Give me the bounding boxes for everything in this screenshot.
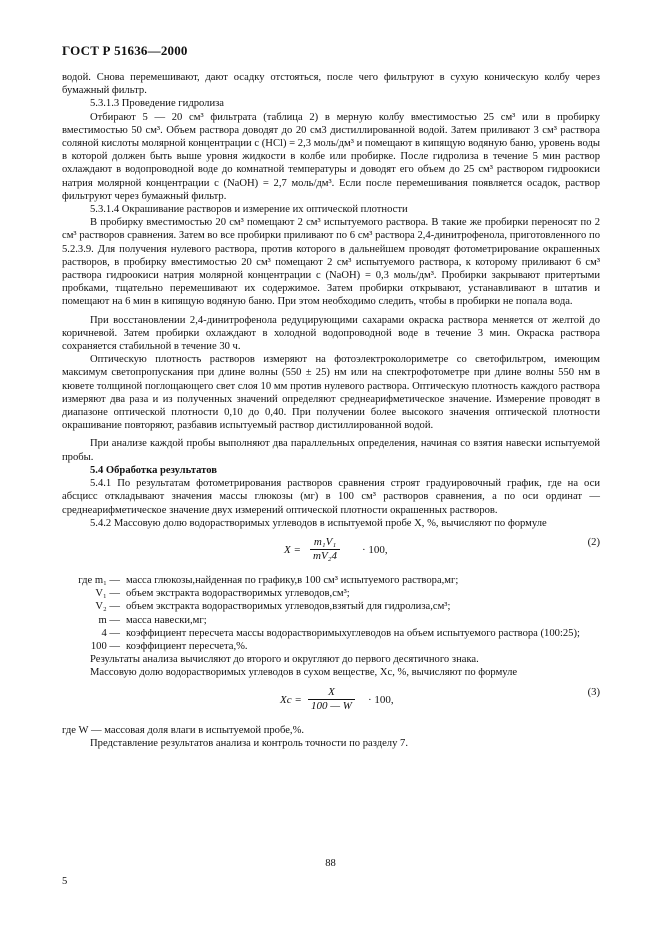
subsection-title-hydrolysis: 5.3.1.3 Проведение гидролиза bbox=[90, 98, 225, 110]
standard-header: ГОСТ Р 51636—2000 bbox=[62, 43, 188, 58]
formula-3-denominator: 100 — W bbox=[311, 699, 352, 712]
document-body bbox=[62, 71, 600, 750]
legend-description: коэффициент пересчета массы водорастворимыхуглеводов на объем испытуемого раствора (100:25); bbox=[126, 627, 580, 639]
formula-3-number: (3) bbox=[587, 686, 600, 698]
subsection-title-coloring: 5.3.1.4 Окрашивание растворов и измерение их оптической плотности bbox=[90, 204, 408, 216]
formula-2-lhs: X = bbox=[284, 543, 301, 556]
legend-symbol: где m₁ — bbox=[78, 574, 120, 586]
legend-symbol: V₂ — bbox=[95, 601, 120, 613]
legend-symbol: V₁ — bbox=[95, 588, 120, 600]
legend-symbol: 4 — bbox=[101, 627, 120, 639]
page-number-left: 5 bbox=[62, 876, 68, 887]
legend-symbol: 100 — bbox=[90, 640, 120, 652]
formula-3-numerator: X bbox=[308, 686, 355, 700]
paragraph-moisture: где W — массовая доля влаги в испытуемой пробе,%. bbox=[62, 724, 305, 736]
paragraph-parallel: При анализе каждой пробы выполняют два параллельных определения, начиная со взятия навески испытуемой пробы. bbox=[62, 438, 600, 463]
legend-description: коэффициент пересчета,%. bbox=[126, 640, 248, 652]
formula-3-lhs: Xc = bbox=[280, 693, 302, 706]
legend-row bbox=[62, 640, 600, 653]
paragraph-calibration: 5.4.1 По результатам фотометрирования растворов сравнения строят градуировочный график, где на оси абсцисс откладывают значения массы глюкозы (мг) в 100 см³ растворов сравнения, а по оси ординат — среднеарифметическое значение двух измерений оптической плотности окрашенных растворов. bbox=[62, 478, 600, 516]
paragraph-formula-intro: 5.4.2 Массовую долю водорастворимых углеводов в испытуемой пробе X, %, вычисляют по формуле bbox=[90, 517, 547, 529]
formula-2-fraction bbox=[310, 536, 340, 563]
paragraph-coloring: В пробирку вместимостью 20 см³ помещают 2 см³ испытуемого раствора. В такие же пробирки переносят по 2 см³ растворов сравнения. Затем во все пробирки приливают по 6 см³ раствора 2,4-динитрофенола, приготовленного по 5.2.3.9. Для получения нулевого раствора, против которого в дальнейшем проводят фотометрирование окрашенных растворов, в пробирку вместимостью 20 см³ помещают 2 см³ испытуемого раствора, к которому приливают 6 см³ раствора гидроокиси натрия молярной концентрации c (NaOH) = 0,3 моль/дм³. Пробирки закрывают притертыми пробками, тщательно перемешивают их содержимое. Затем пробирки открывают, устанавливают в штатив и помещают на 6 мин в кипящую водяную баню. При этом необходимо следить, чтобы в пробирки не попала вода. bbox=[62, 217, 600, 308]
paragraph-rounding: Результаты анализа вычисляют до второго и округляют до первого десятичного знака. bbox=[90, 654, 479, 666]
paragraph-hydrolysis: Отбирают 5 — 20 см³ фильтрата (таблица 2) в мерную колбу вместимостью 25 см³ или в пробирку вместимостью 50 см³. Объем раствора доводят до 20 см3 дистиллированной водой. Затем приливают 3 см³ раствора соляной кислоты молярной концентрации c (HCl) = 2,3 моль/дм³ и помещают в кипящую водяную баню, уровень воды в которой должен быть выше уровня жидкости в колбе или пробирке. После гидролиза в течение 5 мин раствор охлаждают в водопроводной воде до комнатной температуры и доводят его объем до 25 см³ раствором гидроокиси натрия молярной концентрации c (NaOH) = 2,7 моль/дм³. Если после перемешивания появляется осадок, раствор фильтруют через бумажный фильтр. bbox=[62, 111, 600, 202]
formula-2-numerator: m₁V₁ bbox=[310, 536, 340, 550]
page-number-center: 88 bbox=[325, 858, 336, 869]
formula-2 bbox=[62, 534, 600, 570]
formula-2-rhs: · 100, bbox=[362, 543, 388, 556]
formula-3-fraction bbox=[308, 686, 355, 713]
legend-row bbox=[62, 587, 600, 600]
formula-2-number: (2) bbox=[587, 536, 600, 548]
paragraph-continuation: водой. Снова перемешивают, дают осадку отстояться, после чего фильтруют в сухую коническую колбу через бумажный фильтр. bbox=[62, 72, 600, 97]
formula-2-legend bbox=[62, 574, 600, 653]
paragraph-accuracy: Представление результатов анализа и контроль точности по разделу 7. bbox=[90, 737, 408, 749]
legend-row bbox=[62, 574, 600, 587]
legend-row bbox=[62, 600, 600, 613]
legend-row bbox=[62, 614, 600, 627]
legend-description: объем экстракта водорастворимых углеводов,взятый для гидролиза,см³; bbox=[126, 601, 451, 613]
formula-3-rhs: · 100, bbox=[368, 693, 394, 706]
section-title-results: 5.4 Обработка результатов bbox=[90, 464, 217, 476]
formula-3 bbox=[62, 684, 600, 720]
legend-row bbox=[62, 627, 600, 640]
paragraph-reduction: При восстановлении 2,4-динитрофенола редуцирующими сахарами окраска раствора меняется от желтой до коричневой. Затем пробирки охлаждают в холодной водопроводной воде в течение 3 мин. Окраска раствора сохраняется стабильной в течение 30 ч. bbox=[62, 314, 600, 353]
legend-symbol: m — bbox=[98, 614, 120, 626]
paragraph-dry-matter: Массовую долю водорастворимых углеводов в сухом веществе, Xc, %, вычисляют по формуле bbox=[90, 667, 518, 679]
legend-description: масса глюкозы,найденная по графику,в 100 см³ испытуемого раствора,мг; bbox=[126, 574, 459, 586]
formula-2-denominator: mV₂4 bbox=[313, 549, 337, 562]
legend-description: масса навески,мг; bbox=[126, 614, 207, 626]
legend-description: объем экстракта водорастворимых углеводов,см³; bbox=[126, 588, 350, 600]
paragraph-optical-density: Оптическую плотность растворов измеряют на фотоэлектроколориметре со светофильтром, имеющим максимум светопропускания при длине волны (550 ± 25) нм или на спектрофотометре при длине волны 550 нм в кювете толщиной поглощающего свет слоя 10 мм против нулевого раствора. Оптическую плотность каждого раствора измеряют два раза и из полученных значений определяют среднеарифметическое значение. Измерение проводят в диапазоне оптической плотности 0,10 до 0,40. При получении более высокого значения оптической плотности окрашивание повторяют, разбавив испытуемый раствор дистиллированной водой. bbox=[62, 354, 600, 432]
